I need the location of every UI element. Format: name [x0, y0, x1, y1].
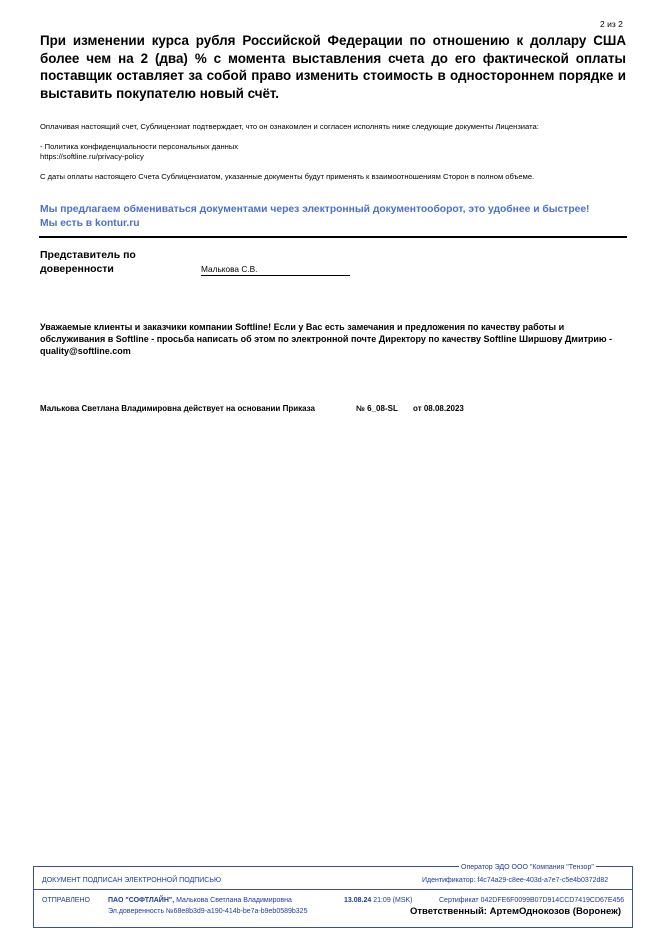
signed-label: ДОКУМЕНТ ПОДПИСАН ЭЛЕКТРОННОЙ ПОДПИСЬЮ: [42, 877, 222, 884]
stamp-divider: [34, 889, 632, 890]
edo-signature-stamp: [33, 866, 633, 928]
certificate: Сертификат 042DFE6F0099B07D914CCD7419CD67E456: [439, 897, 625, 904]
currency-clause-heading: При изменении курса рубля Российской Федерации по отношению к доллару США более чем на 2 (два) % с момента выставления счета до его фактической оплаты поставщик оставляет за собой право изменить стоимость в одностороннем порядке и выставить покупателю новый счёт.: [40, 33, 626, 101]
sender-signer: Малькова Светлана Владимировна: [174, 897, 292, 904]
sender: [108, 897, 292, 904]
representative-label-line2: доверенности: [40, 262, 114, 275]
responsible-person: Ответственный: АртемОднокозов (Воронеж): [410, 906, 622, 917]
edo-promo-line2[interactable]: Мы есть в kontur.ru: [40, 217, 140, 229]
document-identifier: Идентификатор: f4c74a29-c8ee-403d-a7e7-c5e4b0372d82: [422, 877, 609, 884]
terms-intro: Оплачивая настоящий счет, Сублицензиат подтверждает, что он ознакомлен и согласен исполнять ниже следующие документы Лицензиата:: [40, 122, 539, 131]
order-text: Малькова Светлана Владимировна действует на основании Приказа: [40, 404, 315, 413]
power-of-attorney: Эл.доверенность №68e8b3d9-a190-414b-be7a-b9eb0589b325: [108, 908, 308, 915]
edo-promo: [40, 203, 590, 230]
signing-date: 13.08.24: [344, 897, 372, 904]
page-number: 2 из 2: [600, 19, 623, 29]
representative-label-line1: Представитель по: [40, 249, 136, 261]
section-divider: [39, 236, 627, 238]
quality-notice: Уважаемые клиенты и заказчики компании Softline! Если у Вас есть замечания и предложения по качеству работы и обслуживания в Softline - просьба написать об этом по электронной почте Директору по качеству Softline Ширшову Дмитрию - quality@softline.com: [40, 322, 613, 356]
order-number: № 6_08-SL: [356, 404, 398, 413]
terms-closing: С даты оплаты настоящего Счета Сублицензиатом, указанные документы будут применять к взаимоотношениям Сторон в полном объеме.: [40, 172, 535, 181]
edo-operator: Оператор ЭДО ООО "Компания "Тензор": [461, 864, 594, 871]
order-date: от 08.08.2023: [413, 404, 464, 413]
privacy-policy-name: - Политика конфиденциальности персональных данных: [40, 142, 239, 151]
signing-time: 21:09 (MSK): [371, 897, 413, 904]
representative-label: [40, 249, 136, 276]
representative-name: Малькова С.В.: [201, 264, 350, 276]
sender-company: ПАО "СОФТЛАЙН",: [108, 897, 175, 904]
edo-promo-line1: Мы предлагаем обмениваться документами через электронный документооборот, это удобнее и быстрее!: [40, 204, 590, 215]
signing-datetime: [344, 897, 413, 904]
privacy-policy-link[interactable]: https://softline.ru/privacy-policy: [40, 152, 144, 161]
sent-label: ОТПРАВЛЕНО: [42, 897, 90, 904]
